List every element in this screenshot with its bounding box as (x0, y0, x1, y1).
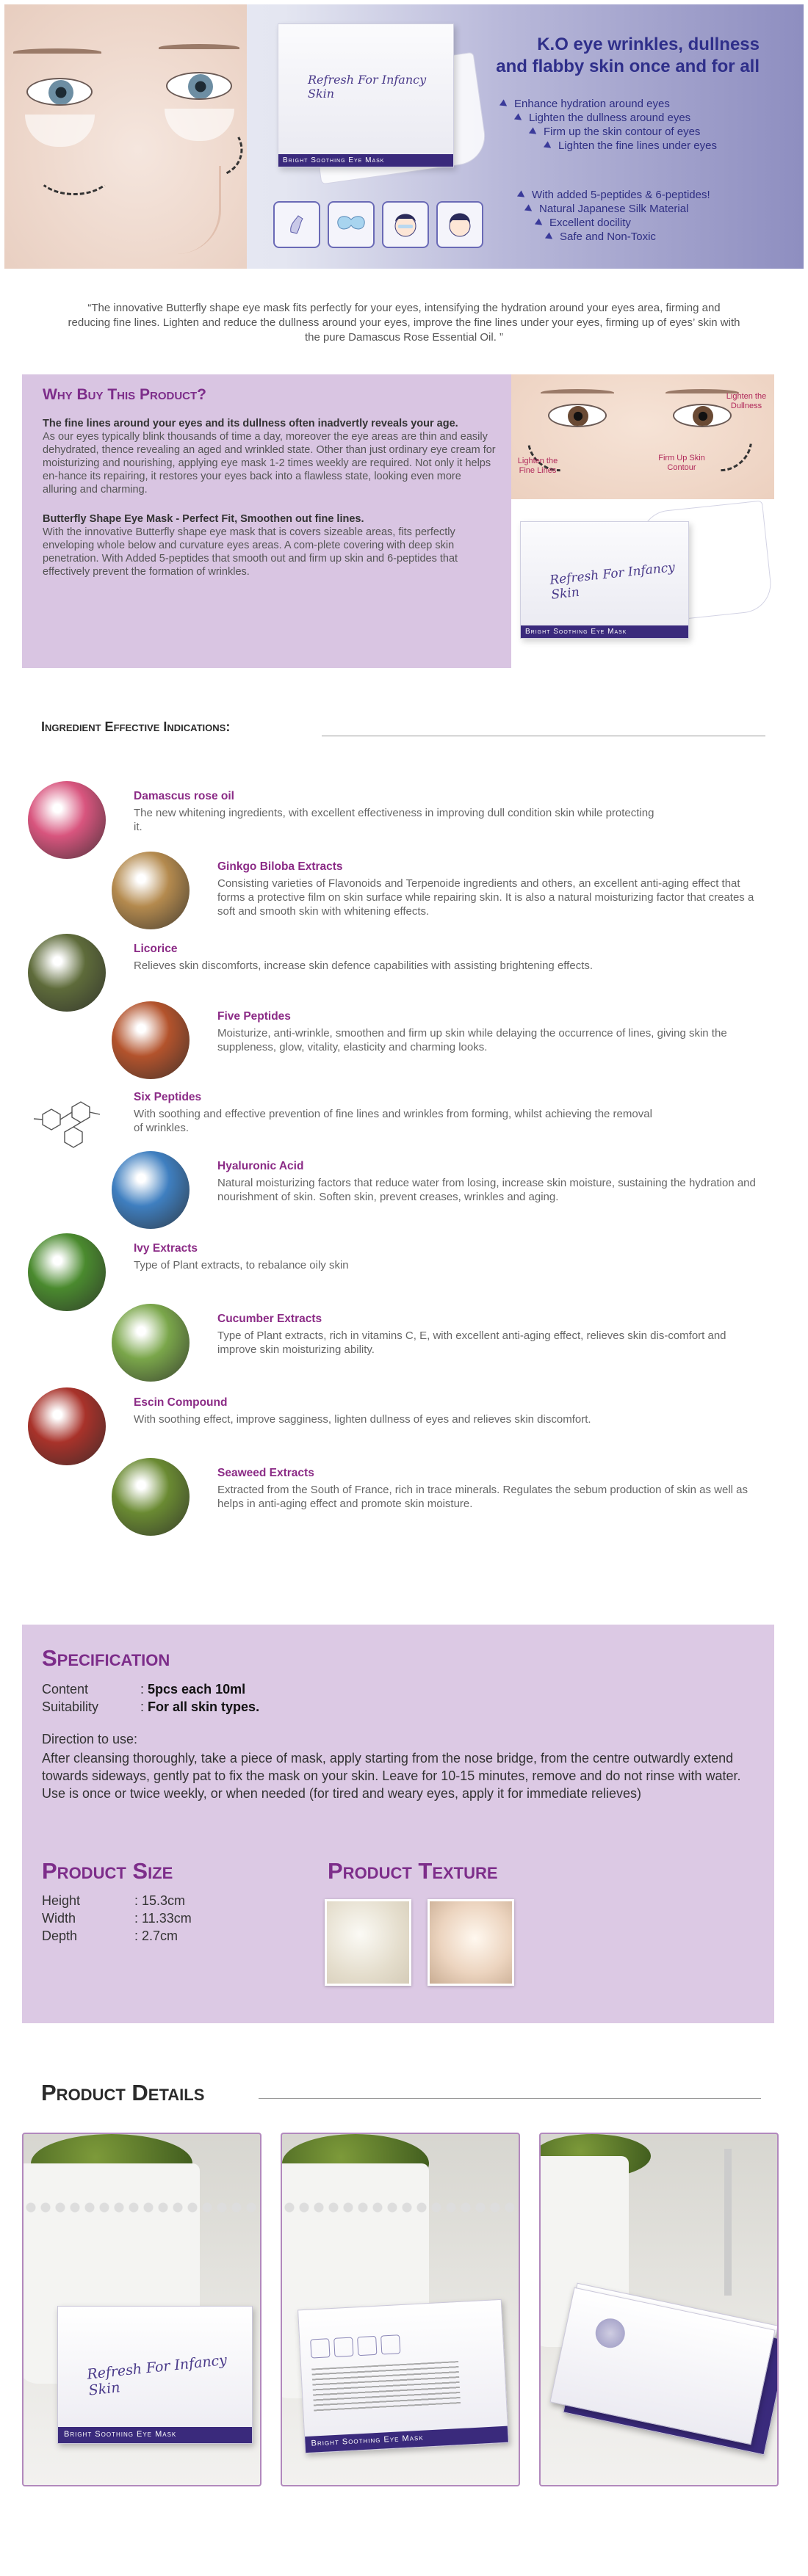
label-lighten-fine-lines: Lighten the Fine Lines (517, 457, 558, 475)
dashed-arrow-left-icon (34, 144, 115, 195)
ingredient-name: Ginkgo Biloba Extracts (217, 860, 343, 873)
ingredient-name: Licorice (134, 943, 178, 955)
texture-image-1 (325, 1899, 411, 1986)
ingredient-description: The new whitening ingredients, with excellent effectiveness in improving dull condition skin while protecting it. (134, 807, 654, 833)
feature-item: With added 5-peptides & 6-peptides! (519, 188, 710, 202)
ingredient-description: Consisting varieties of Flavonoids and Terpenoide ingredients and others, an excellent anti-aging effect that forms a protective film on skin surface while repairing skin. It is also a natural moisturizing factor that creates a soft and smooth skin with whitening effects. (217, 877, 754, 918)
box-script-text: Refresh For Infancy Skin (549, 560, 676, 603)
ingredient-name: Seaweed Extracts (217, 1467, 314, 1479)
specification-section (22, 1625, 774, 2023)
why-buy-subheading-2: Butterfly Shape Eye Mask - Perfect Fit, Smoothen out fine lines. (43, 513, 364, 525)
hero-title-line2: and flabby skin once and for all (496, 57, 760, 76)
content-row: Content : 5pcs each 10ml (42, 1682, 246, 1697)
suitability-label: Suitability (42, 1699, 99, 1714)
box-band-text: Bright Soothing Eye Mask (58, 2427, 252, 2443)
eye-left (26, 78, 93, 106)
content-value: 5pcs each 10ml (148, 1682, 246, 1697)
box-back-icons (310, 2333, 428, 2361)
why-buy-paragraph-2: With the innovative Butterfly shape eye mask that is covers sizeable areas, fits perfectly enveloping whole below and curvature eyes areas. A com-plete covering with deep skin penetration. With Added 5-peptides that smooth out and firm up skin and 6-peptides that effectively prevent the formation of wrinkles. (43, 526, 458, 578)
ingredient-description: Relieves skin discomforts, increase skin defence capabilities with assisting brightening effects. (134, 959, 594, 972)
box-script-text: Refresh For Infancy Skin (86, 2351, 228, 2399)
chestnut-image (28, 1387, 106, 1465)
lotion-icon (273, 201, 320, 248)
width-label: Width (42, 1911, 76, 1926)
ingredient-name: Six Peptides (134, 1091, 202, 1103)
depth-value: : 2.7cm (134, 1929, 178, 1943)
ingredient-description: Type of Plant extracts, to rebalance oily skin (134, 1259, 349, 1271)
suitability-row: Suitability : For all skin types. (42, 1699, 260, 1714)
ginkgo-image (112, 852, 190, 929)
ingredient-name: Ivy Extracts (134, 1242, 198, 1255)
suitability-value: For all skin types. (148, 1699, 260, 1714)
ingredient-description: With soothing and effective prevention of fine lines and wrinkles from forming, whilst achieving the removal of wrinkles. (134, 1108, 652, 1134)
benefit-item: Lighten the dullness around eyes (516, 111, 717, 125)
feature-item: Natural Japanese Silk Material (526, 202, 710, 216)
product-box-back (297, 2299, 509, 2453)
box-band-text: Bright Soothing Eye Mask (278, 154, 453, 167)
product-size-heading: Product Size (42, 1858, 173, 1884)
benefit-list (501, 97, 717, 153)
ingredient-name: Escin Compound (134, 1396, 228, 1409)
product-photo-back (281, 2133, 520, 2486)
licorice-image (28, 934, 106, 1012)
applied-mask-left (25, 115, 95, 147)
feature-item: Excellent docility (536, 216, 710, 230)
product-photo-open (539, 2133, 779, 2486)
depth-row (42, 1929, 178, 1944)
hero-title-line1: K.O eye wrinkles, dullness (537, 35, 760, 54)
ingredient-name: Five Peptides (217, 1010, 291, 1023)
five-peptides-image (112, 1001, 190, 1079)
ingredient-description: Extracted from the South of France, rich in trace minerals. Regulates the sebum production of skin as well as helps in anti-aging effect and promote skin moisture. (217, 1484, 749, 1510)
eyebrow-right (159, 44, 239, 51)
ingredient-name: Cucumber Extracts (217, 1313, 322, 1325)
product-photo-front (22, 2133, 261, 2486)
model-face-image (4, 4, 247, 269)
height-value: : 15.3cm (134, 1893, 186, 1908)
ingredient-description: Type of Plant extracts, rich in vitamins C, E, with excellent anti-aging effect, relieves skin dis-comfort and improve skin moisturizing ability. (217, 1329, 726, 1356)
box-back-fine-print (311, 2361, 461, 2412)
ivy-image (28, 1233, 106, 1311)
texture-image-2 (428, 1899, 514, 1986)
hero-banner (4, 4, 804, 269)
box-band-text: Bright Soothing Eye Mask (521, 625, 688, 638)
box-band-text: Bright Soothing Eye Mask (305, 2426, 508, 2453)
product-details-heading: Product Details (41, 2080, 205, 2105)
benefit-item: Lighten the fine lines under eyes (545, 139, 717, 153)
cucumber-image (112, 1304, 190, 1382)
why-buy-image (507, 374, 774, 668)
height-label: Height (42, 1893, 81, 1908)
product-box-front (57, 2306, 253, 2444)
feature-list (519, 188, 710, 244)
width-row (42, 1911, 192, 1926)
seaweed-image (112, 1458, 190, 1536)
direction-text: After cleansing thoroughly, take a piece of mask, apply starting from the nose bridge, from the centre outwardly extend towards sideways, gently pat to fix the mask on your skin. Leave for 10-15 minutes, remove and do not rinse with water. Use is once or twice weekly, or when needed (for tired and weary eyes, apply it for immediate relieves) (42, 1751, 741, 1801)
ingredient-description: Moisturize, anti-wrinkle, smoothen and firm up skin while delaying the occurrence of lines, giving skin the suppleness, glow, vitality, elasticity and charming looks. (217, 1027, 727, 1053)
why-product-box (520, 521, 689, 639)
direction-label: Direction to use: (42, 1732, 138, 1746)
molecule-image (28, 1085, 106, 1163)
why-buy-heading: Why Buy This Product? (43, 386, 206, 403)
hero-title (496, 34, 760, 78)
height-row (42, 1893, 185, 1909)
why-buy-text (43, 386, 498, 578)
ingredient-name: Hyaluronic Acid (217, 1160, 304, 1172)
face-with-mask-icon (382, 201, 429, 248)
rose-image (28, 781, 106, 859)
feature-item: Safe and Non-Toxic (547, 230, 710, 244)
ingredient-name: Damascus rose oil (134, 790, 234, 802)
face-icon (436, 201, 483, 248)
content-label: Content (42, 1682, 89, 1697)
benefit-item: Enhance hydration around eyes (501, 97, 717, 111)
nose-contour (170, 166, 221, 254)
details-rule (259, 2098, 761, 2099)
why-buy-subheading-1: The fine lines around your eyes and its dullness often inadvertly reveals your age. (43, 418, 458, 429)
why-buy-section (22, 374, 774, 668)
why-buy-paragraph-1: As our eyes typically blink thousands of time a day, moreover the eye areas are thin and easily dehydrated, thence revealing an aged and wrinkled state. Other than just ordinary eye cream for moisturizing and nourishing, applying eye mask 1-2 times weekly are required. Not only it helps en-hance its repairing, it restores your eyes back into a flawless state, looking even more alluring and charming. (43, 431, 496, 496)
hyaluronic-image (112, 1151, 190, 1229)
eyebrow-left (13, 48, 101, 56)
specification-heading: Specification (42, 1645, 170, 1671)
benefit-item: Firm up the skin contour of eyes (530, 125, 717, 139)
depth-label: Depth (42, 1929, 78, 1943)
ingredients-heading: Ingredient Effective Indications: (41, 719, 231, 734)
eye-right (166, 72, 232, 100)
ingredient-description: Natural moisturizing factors that reduce water from losing, increase skin moisture, sustaining the hydration and nourishment of skin. Soften skin, prevent creases, wrinkles and aging. (217, 1177, 756, 1203)
label-firm-up: Firm Up Skin Contour (658, 454, 705, 472)
width-value: : 11.33cm (134, 1911, 192, 1926)
box-script-text: Refresh For Infancy Skin (308, 73, 427, 101)
ingredient-description: With soothing effect, improve sagginess, lighten dullness of eyes and relieves skin discomfort. (134, 1413, 591, 1426)
intro-quote: “The innovative Butterfly shape eye mask fits perfectly for your eyes, intensifying the hydration around your eyes area, firming and reducing fine lines. Lighten and reduce the dullness around your eyes, improve the fine lines under your eyes, firming up of eyes’ skin with the pure Damascus Rose Essential Oil. ” (68, 302, 740, 344)
butterfly-mask-icon (328, 201, 375, 248)
label-lighten-dullness: Lighten the Dullness (726, 392, 767, 410)
product-texture-heading: Product Texture (328, 1858, 498, 1884)
product-sachet-top (549, 2287, 775, 2445)
hero-product-box (278, 23, 454, 167)
